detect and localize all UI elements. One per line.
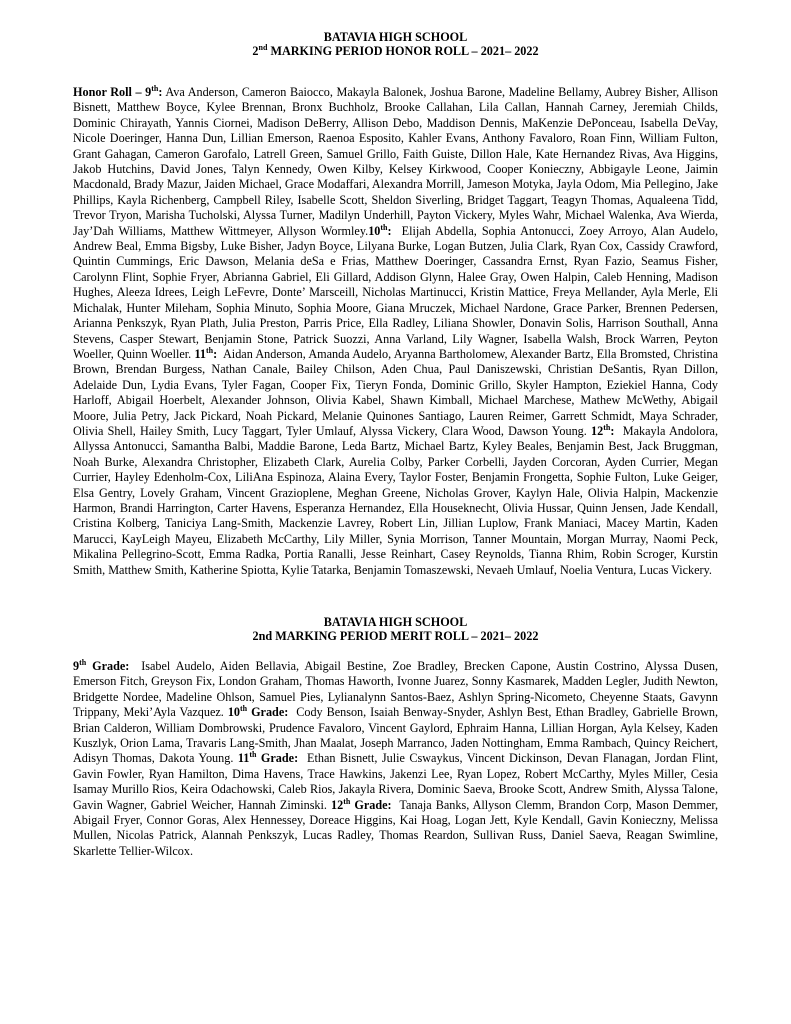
honor-roll-lead: Honor Roll – 9th: (73, 83, 163, 99)
merit-roll-paragraph (73, 659, 718, 859)
merit-grade-12-label: 12th Grade: (331, 796, 392, 812)
honor-grade-11-label: 11th: (194, 345, 218, 361)
honor-grade-12-label: 12th: (591, 422, 615, 438)
honor-roll-section (73, 30, 718, 578)
merit-roll-section (73, 615, 718, 859)
merit-grade-12-names: Tanaja Banks, Allyson Clemm, Brandon Corp, Mason Demmer, Abigail Fryer, Connor Goras, Alex Hennessey, Doreace Higgins, Kai Hoag, Logan Jett, Kyle Kendall, Gavin Konieczny, Melissa Mullen, Nicolas Patrick, Alannah Penkszyk, Lucas Radley, Thomas Reardon, Sullivan Russ, Daniel Saeva, Reagan Swimline, Skarlette Tellier-Wilcox. (73, 797, 719, 858)
honor-school-name: BATAVIA HIGH SCHOOL (323, 30, 468, 44)
merit-school-name: BATAVIA HIGH SCHOOL (323, 615, 468, 629)
honor-grade-10-label: 10th: (368, 222, 392, 238)
merit-grade-11-label: 11th Grade: (237, 750, 299, 766)
honor-grade-9-names: Ava Anderson, Cameron Baiocco, Makayla Balonek, Joshua Barone, Madeline Bellamy, Aubrey Bisher, Allison Bisnett, Matthew Boyce, Kylee Brennan, Bronx Buchholz, Brooke Callahan, Lila Callan, Hannah Carney, Jeremiah Childs, Dominic Chirayath, Yannis Ciornei, Madison DeBerry, Allison Debo, Maddison Dennis, MaKenzie DePonceau, Isabella DeVay, Nicole Doeringer, Hanna Dun, Lillian Emerson, Raenoa Esposito, Kahler Evans, Anthony Favaloro, Roan Finn, William Fulton, Grant Gahagan, Cameron Garofalo, Latrell Green, Samuel Grillo, Faith Guiste, Dillon Hale, Kate Hernandez Rivas, Ava Higgins, Jakob Hutchins, David Jones, Talyn Kennedy, Owen Kilby, Kelsey Kirkwood, Cooper Konieczny, Abbigayle Leone, Jaimin Macdonald, Brady Mazur, Jaiden Michael, Grace Modaffari, Alexandra Morrill, Jameson Motyka, Jayla Odom, Mia Pellegino, Jake Phillips, Kayla Richenberg, Campbell Riley, Isabelle Scott, Sheldon Siverling, Bridget Taggart, Teagyn Thomas, Aqualeena Tidd, Trevor Tryon, Marisha Tucholski, Alyssa Turner, Madilyn Underhill, Payton Vickery, Myles Wahr, Michael Walenka, Ava Wierda, Jay’Dah Williams, Matthew Wittmeyer, Allyson Wormley. (73, 85, 719, 238)
honor-grade-10-names: Elijah Abdella, Sophia Antonucci, Zoey Arroyo, Alan Audelo, Andrew Beal, Emma Bigsby, Luke Bisher, Jadyn Boyce, Lilyana Burke, Logan Butzen, Julia Clark, Ryan Cox, Cassidy Crawford, Quintin Cummings, Eric Dawson, Melania deSa e Frias, Matthew Doeringer, Cassandra Ernst, Ryan Fazio, Seamus Fisher, Carolynn Flint, Sophie Fryer, Abrianna Gabriel, Eli Gillard, Addison Glynn, Halee Gray, Owen Halpin, Caleb Henning, Madison Hughes, Aleeza Idrees, Leigh LeFevre, Donte’ Marsceill, Nicholas Martinucci, Kristin Mattice, Freya Mellander, Ayla Merle, Eli Michalak, Hunter Mileham, Sophia Minuto, Sophia Moore, Giana Mruczek, Michael Nardone, Grace Parker, Brennen Pedersen, Arianna Penkszyk, Ryan Plath, Julia Preston, Parris Price, Ella Radley, Liliana Showler, Donavin Solis, Harrison Southall, Anna Stevens, Casper Stewart, Benjamin Stone, Patrick Suozzi, Anna Varland, Lily Wagner, Isabella Walsh, Brock Warren, Peyton Woeller, Quinn Woeller. (73, 223, 718, 361)
merit-grade-9-names: Isabel Audelo, Aiden Bellavia, Abigail Bestine, Zoe Bradley, Brecken Capone, Austin Costrino, Alyssa Dusen, Emerson Fitch, Greyson Fix, London Graham, Thomas Haworth, Ivonne Juarez, Sonny Kasmarek, Madden Legler, Judith Newton, Bridgette Nordee, Madeline Ohlson, Samuel Pies, Lylianalynn Santos-Baez, Ashlyn Spring-Nicometo, Cheyenne Staats, Gavynn Trippany, Meki’Ayla Vazquez. (73, 659, 718, 720)
document-page (73, 0, 718, 859)
merit-roll-heading (73, 615, 718, 643)
honor-roll-heading (73, 30, 718, 58)
merit-grade-10-label: 10th Grade: (227, 704, 289, 720)
merit-grade-9-label: 9th Grade: (73, 657, 130, 673)
merit-roll-title: 2nd MARKING PERIOD MERIT ROLL – 2021– 2022 (252, 629, 539, 643)
merit-grade-11-names: Ethan Bisnett, Julie Cswaykus, Vincent Dickinson, Devan Flanagan, Jordan Flint, Gavin Fowler, Ryan Hamilton, Dima Havens, Trace Hawkins, Jakenzi Lee, Ryan Lopez, Robert McCarthy, Myles Miller, Cesia Isamay Murillo Rios, Keira Odachowski, Caleb Rios, Jakayla Rivera, Dominic Saeva, Brooke Scott, Andrew Smith, Alyssa Talone, Gavin Wagner, Gabriel Weicher, Hannah Ziminski. (73, 751, 719, 812)
merit-grade-10-names: Cody Benson, Isaiah Benway-Snyder, Ashlyn Best, Ethan Bradley, Gabrielle Brown, Brian Calderon, William Dombrowski, Prudence Favaloro, Vincent Gaylord, Ephraim Hanna, Lillian Horgan, Ayla Kelsey, Kaden Kuszlyk, Orion Lama, Travaris Lang-Smith, Jhan Maalat, Joseph Marranco, Jaden Nottingham, Emma Rambach, Quincy Reichert, Adisyn Thomas, Dakota Young. (73, 705, 719, 766)
honor-grade-12-names: Makayla Andolora, Allyssa Antonucci, Samantha Balbi, Maddie Barone, Leda Bartz, Michael Bartz, Kyley Beales, Benjamin Best, Jack Bruggman, Noah Burke, Alexandra Christopher, Elizabeth Clark, Aurelia Colby, Parker Corbelli, Jayden Corcoran, Ayden Currier, Megan Currier, Hayley Edenholm-Cox, LiliAna Espinoza, Alaina Every, Taylor Foster, Benjamin Frongetta, Sophie Fulton, Luke Geiger, Elsa Gentry, Lovely Graham, Vincent Grazioplene, Meghan Greene, Nicholas Grover, Kaylyn Hale, Olivia Halpin, Mackenzie Harmon, Brandi Harrington, Carter Havens, Esperanza Hernandez, Ella Houseknecht, Olivia Hussar, Quinn Jensen, Jade Kendall, Cristina Kolberg, Taniciya Lang-Smith, Mackenzie Lavrey, Robert Lin, Jillian Luplow, Frank Maniaci, Macey Martin, Kaden Marucci, KayLeigh Mayeu, Elizabeth McCarthy, Lily Miller, Synia Morrison, Tanner Mountain, Morgan Murray, Naomi Peck, Mikalina Pellegrino-Scott, Emma Radka, Portia Ranalli, Jesse Reinhart, Casey Reynolds, Tianna Rhim, Robin Scroger, Kurstin Smith, Matthew Smith, Katherine Spiotta, Kylie Tatarka, Benjamin Tomaszewski, Nevaeh Umlauf, Noelia Ventura, Lucas Vickery. (73, 423, 719, 577)
honor-roll-title: 2nd MARKING PERIOD HONOR ROLL – 2021– 2022 (252, 42, 539, 58)
honor-roll-paragraph (73, 85, 718, 578)
honor-grade-11-names: Aidan Anderson, Amanda Audelo, Aryanna Bartholomew, Alexander Bartz, Ella Bromsted, Christina Brown, Brendan Burgess, Nathan Canale, Bailey Chilson, Aden Chua, Paul Daniszewski, Christian DeSantis, Ryan Dillon, Adelaide Dun, Lydia Evans, Tyler Fagan, Cooper Fix, Tieryn Fonda, Dominic Grillo, Skyler Hampton, Eziekiel Hanna, Cody Harloff, Abigail Hoerbelt, Alexander Johnson, Olivia Kabel, Shawn Kimball, Michael Marchese, Mathew McWethy, Abigail Moore, Julia Petry, Jack Pickard, Noah Pickard, Melanie Quinones Santiago, Lauren Reimer, Garrett Schmidt, Maya Schrader, Olivia Shell, Hailey Smith, Lucy Taggart, Tyler Umlauf, Alyssa Vickery, Clara Wood, Dawson Young. (73, 346, 719, 438)
